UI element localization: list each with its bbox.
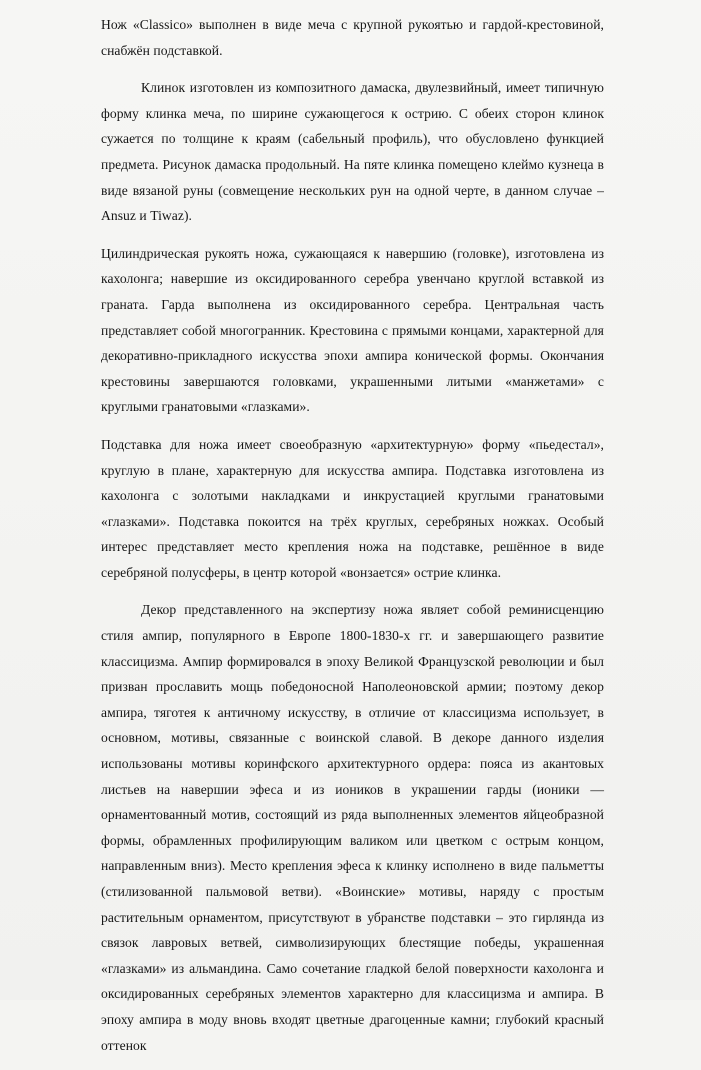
document-body [101, 12, 604, 1070]
paragraph-intro: Нож «Classico» выполнен в виде меча с крупной рукоятью и гардой-крестовиной, снабжён подставкой. [101, 17, 604, 58]
paragraph-blade: Клинок изготовлен из композитного дамаска, двулезвийный, имеет типичную форму клинка меча, по ширине сужающегося к острию. С обеих сторон клинок сужается по толщине к краям (сабельный профиль), что обусловлено функцией предмета. Рисунок дамаска продольный. На пяте клинка помещено клеймо кузнеца в виде вязаной руны (совмещение нескольких рун на одной черте, в данном случае – Ansuz и Tiwaz). [101, 80, 604, 224]
paragraph-stand: Подставка для ножа имеет своеобразную «архитектурную» форму «пьедестал», круглую в плане, характерную для искусства ампира. Подставка изготовлена из кахолонга с золотыми накладками и инкрустацией круглыми гранатовыми «глазками». Подставка покоится на трёх круглых, серебряных ножках. Особый интерес представляет место крепления ножа на подставке, решённое в виде серебряной полусферы, в центр которой «вонзается» острие клинка. [101, 436, 604, 580]
paragraph-handle: Цилиндрическая рукоять ножа, сужающаяся к навершию (головке), изготовлена из кахолонга; навершие из оксидированного серебра увенчано круглой вставкой из граната. Гарда выполнена из оксидированного серебра. Центральная часть представляет собой многогранник. Крестовина с прямыми концами, характерной для декоративно-прикладного искусства эпохи ампира конической формы. Окончания крестовины завершаются головками, украшенными литыми «манжетами» с круглыми гранатовыми «глазками». [101, 245, 604, 415]
paragraph-decor: Декор представленного на экспертизу ножа являет собой реминисценцию стиля ампир, популярного в Европе 1800-1830-х гг. и завершающего развитие классицизма. Ампир формировался в эпоху Великой Французской революции и был призван прославить мощь победоносной Наполеоновской армии; поэтому декор ампира, тяготея к античному искусству, в отличие от классицизма использует, в основном, мотивы, связанные с воинской славой. В декоре данного изделия использованы мотивы коринфского архитектурного ордера: пояса из акантовых листьев на навершии эфеса и из иоников в украшении гарды (ионики — орнаментованный мотив, состоящий из ряда выполненных элементов яйцеобразной формы, обрамленных профилирующим валиком или цветком с острым концом, направленным вниз). Место крепления эфеса к клинку исполнено в виде пальметты (стилизованной пальмовой ветви). «Воинские» мотивы, наряду с простым растительным орнаментом, присутствуют в убранстве подставки – это гирлянда из связок лавровых ветвей, символизирующих блестящие победы, украшенная «глазками» из альмандина. Само сочетание гладкой белой поверхности кахолонга и оксидированных серебряных элементов характерно для классицизма и ампира. В эпоху ампира в моду вновь входят цветные драгоценные камни; глубокий красный оттенок [101, 602, 604, 1053]
